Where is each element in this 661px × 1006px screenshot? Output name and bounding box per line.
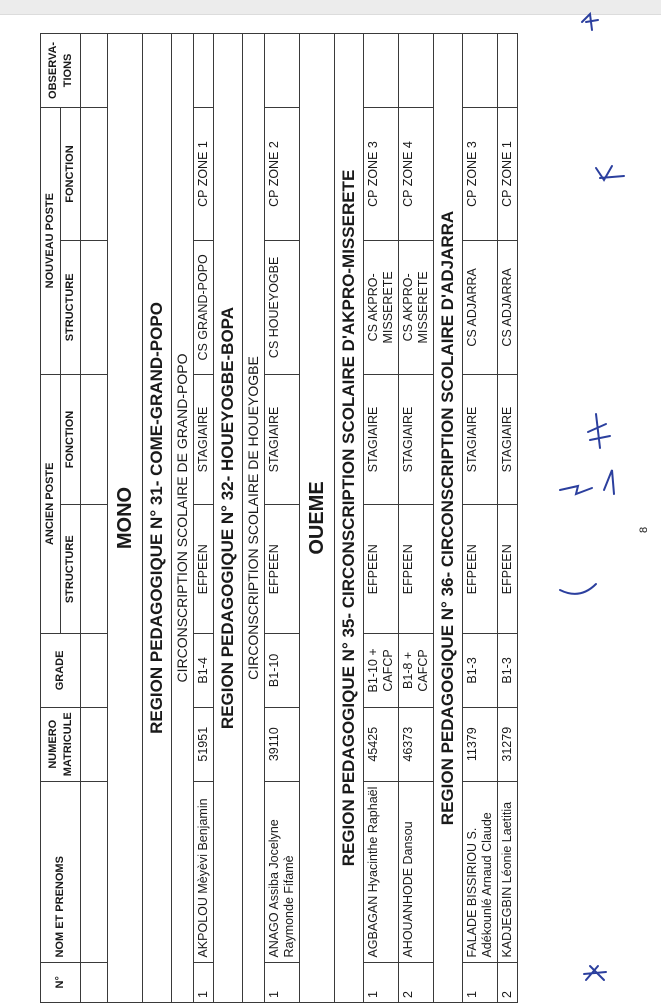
header-new-fonction: FONCTION — [61, 107, 81, 240]
cell-grade: B1-4 — [194, 634, 214, 708]
region-row — [143, 34, 172, 1003]
header-nouveau-poste: NOUVEAU POSTE — [41, 107, 61, 374]
cell-name: AKPOLOU Mèyèvi Benjamin — [194, 781, 214, 962]
cell-matricule: 39110 — [265, 707, 300, 781]
department-oueme: OUEME — [300, 34, 335, 1003]
region-row — [214, 34, 243, 1003]
cell-obs — [265, 34, 300, 108]
cell-num: 2 — [399, 962, 434, 1002]
table-row — [364, 34, 399, 1003]
cell-grade: B1-3 — [498, 634, 518, 708]
cell-new-fonction: CP ZONE 4 — [399, 107, 434, 240]
cell-old-structure: EFPEEN — [265, 505, 300, 634]
table-row — [265, 34, 300, 1003]
cell-old-fonction: STAGIAIRE — [194, 374, 214, 505]
blank-row — [81, 34, 108, 1003]
region-row — [434, 34, 463, 1003]
cell-old-structure: EFPEEN — [399, 505, 434, 634]
header-num: N° — [41, 962, 81, 1002]
header-old-structure: STRUCTURE — [61, 505, 81, 634]
cell-grade: B1-10 + CAFCP — [364, 634, 399, 708]
table-row — [194, 34, 214, 1003]
circonscription-houeyogbe: CIRCONSCRIPTION SCOLAIRE DE HOUEYOGBE — [243, 34, 265, 1003]
cell-name: KADJEGBIN Léonie Laetitia — [498, 781, 518, 962]
cell-old-fonction: STAGIAIRE — [265, 374, 300, 505]
cell-grade: B1-8 + CAFCP — [399, 634, 434, 708]
cell-obs — [194, 34, 214, 108]
cell-grade: B1-10 — [265, 634, 300, 708]
cell-obs — [399, 34, 434, 108]
cell-num: 1 — [463, 962, 498, 1002]
assignment-table — [40, 33, 518, 1003]
cell-matricule: 45425 — [364, 707, 399, 781]
department-row — [300, 34, 335, 1003]
region-row — [335, 34, 364, 1003]
table-row — [498, 34, 518, 1003]
cell-obs — [498, 34, 518, 108]
cell-new-structure: CS ADJARRA — [498, 241, 518, 374]
cell-old-structure: EFPEEN — [463, 505, 498, 634]
cell-old-fonction: STAGIAIRE — [399, 374, 434, 505]
cell-old-structure: EFPEEN — [364, 505, 399, 634]
cell-old-structure: EFPEEN — [194, 505, 214, 634]
cell-new-fonction: CP ZONE 1 — [498, 107, 518, 240]
cell-new-structure: CS AKPRO-MISSERETE — [364, 241, 399, 374]
header-matricule: NUMERO MATRICULE — [41, 707, 81, 781]
cell-grade: B1-3 — [463, 634, 498, 708]
cell-num: 2 — [498, 962, 518, 1002]
header-grade: GRADE — [41, 634, 81, 708]
cell-name: ANAGO Assiba Jocelyne Raymonde Fifamè — [265, 781, 300, 962]
header-name: NOM ET PRENOMS — [41, 781, 81, 962]
cell-old-structure: EFPEEN — [498, 505, 518, 634]
header-ancien-poste: ANCIEN POSTE — [41, 374, 61, 634]
region-31: REGION PEDAGOGIQUE N° 31- COME-GRAND-POPO — [143, 34, 172, 1003]
region-36: REGION PEDAGOGIQUE N° 36- CIRCONSCRIPTION SCOLAIRE D'ADJARRA — [434, 34, 463, 1003]
cell-new-structure: CS ADJARRA — [463, 241, 498, 374]
cell-old-fonction: STAGIAIRE — [498, 374, 518, 505]
cell-num: 1 — [265, 962, 300, 1002]
cell-obs — [364, 34, 399, 108]
header-old-fonction: FONCTION — [61, 374, 81, 505]
cell-old-fonction: STAGIAIRE — [463, 374, 498, 505]
cell-new-structure: CS HOUEYOGBE — [265, 241, 300, 374]
region-35: REGION PEDAGOGIQUE N° 35- CIRCONSCRIPTION SCOLAIRE D'AKPRO-MISSERETE — [335, 34, 364, 1003]
cell-new-fonction: CP ZONE 1 — [194, 107, 214, 240]
cell-new-structure: CS GRAND-POPO — [194, 241, 214, 374]
viewer-top-bar — [0, 0, 661, 15]
cell-old-fonction: STAGIAIRE — [364, 374, 399, 505]
header-observations: OBSERVA-TIONS — [41, 34, 81, 108]
header-new-structure: STRUCTURE — [61, 241, 81, 374]
cell-matricule: 31279 — [498, 707, 518, 781]
table-row — [463, 34, 498, 1003]
cell-new-fonction: CP ZONE 3 — [463, 107, 498, 240]
department-row — [108, 34, 143, 1003]
cell-new-structure: CS AKPRO-MISSERETE — [399, 241, 434, 374]
cell-name: AGBAGAN Hyacinthe Raphaël — [364, 781, 399, 962]
table-row — [399, 34, 434, 1003]
rotated-document-page — [40, 33, 650, 1003]
circonscription-row — [172, 34, 194, 1003]
page-number: 8 — [638, 526, 650, 533]
cell-matricule: 11379 — [463, 707, 498, 781]
circonscription-row — [243, 34, 265, 1003]
circonscription-grand-popo: CIRCONSCRIPTION SCOLAIRE DE GRAND-POPO — [172, 34, 194, 1003]
cell-num: 1 — [364, 962, 399, 1002]
header-row-top — [41, 34, 61, 1003]
cell-name: FALADE BISSIRIOU S. Adékounlé Arnaud Claude — [463, 781, 498, 962]
cell-new-fonction: CP ZONE 2 — [265, 107, 300, 240]
cell-matricule: 46373 — [399, 707, 434, 781]
cell-new-fonction: CP ZONE 3 — [364, 107, 399, 240]
cell-matricule: 51951 — [194, 707, 214, 781]
cell-num: 1 — [194, 962, 214, 1002]
cell-name: AHOUANHODE Dansou — [399, 781, 434, 962]
cell-obs — [463, 34, 498, 108]
department-mono: MONO — [108, 34, 143, 1003]
region-32: REGION PEDAGOGIQUE N° 32- HOUEYOGBE-BOPA — [214, 34, 243, 1003]
